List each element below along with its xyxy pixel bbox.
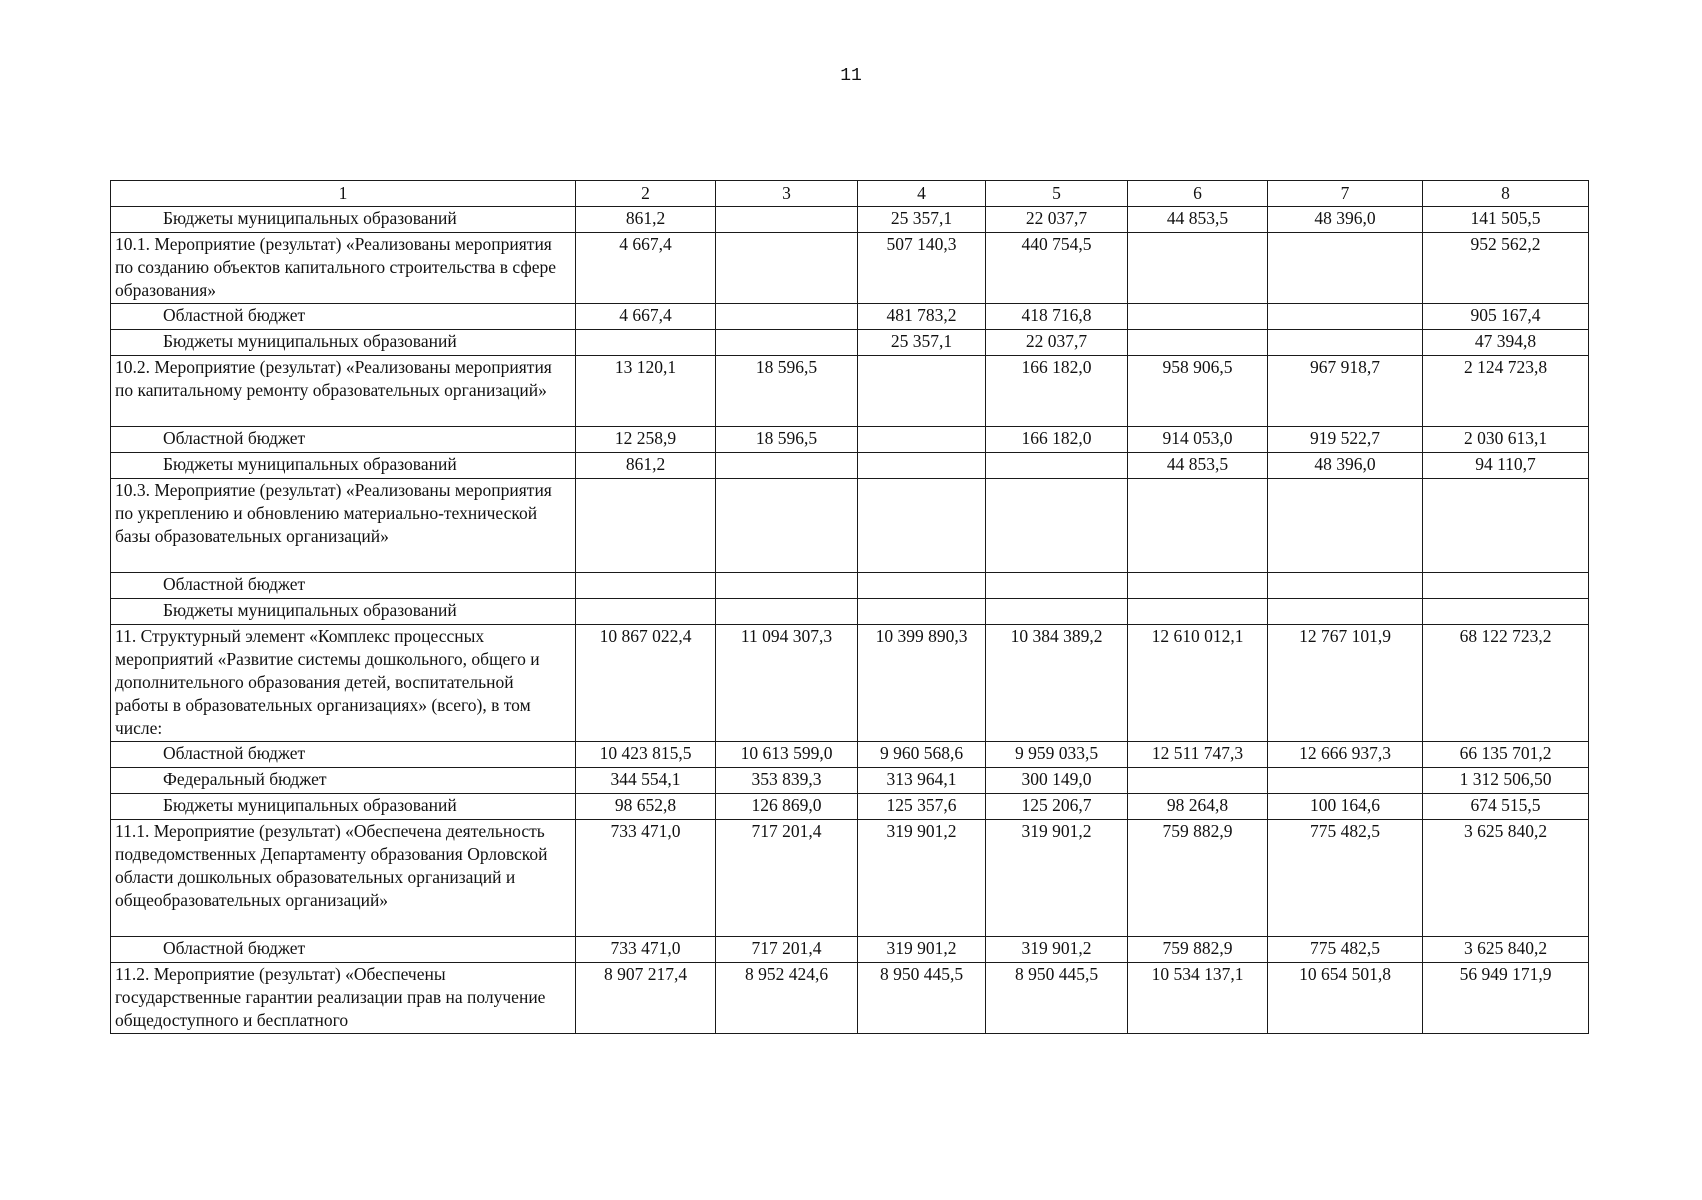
value-cell: 440 754,5 <box>986 233 1128 304</box>
header-cell: 8 <box>1423 181 1589 207</box>
value-cell: 10 399 890,3 <box>858 625 986 742</box>
value-cell: 8 952 424,6 <box>716 963 858 1034</box>
row-label: Бюджеты муниципальных образований <box>111 207 576 233</box>
value-cell: 319 901,2 <box>858 820 986 937</box>
value-cell: 1 312 506,50 <box>1423 768 1589 794</box>
header-cell: 6 <box>1128 181 1268 207</box>
value-cell <box>716 233 858 304</box>
value-cell: 18 596,5 <box>716 356 858 427</box>
value-cell: 861,2 <box>576 207 716 233</box>
value-cell <box>986 453 1128 479</box>
value-cell <box>1128 479 1268 573</box>
value-cell <box>716 573 858 599</box>
table-row <box>111 742 1589 768</box>
value-cell: 3 625 840,2 <box>1423 937 1589 963</box>
row-label: Бюджеты муниципальных образований <box>111 794 576 820</box>
value-cell <box>1268 599 1423 625</box>
value-cell <box>986 479 1128 573</box>
value-cell: 10 423 815,5 <box>576 742 716 768</box>
value-cell: 717 201,4 <box>716 820 858 937</box>
value-cell <box>716 330 858 356</box>
row-label: Областной бюджет <box>111 937 576 963</box>
value-cell: 418 716,8 <box>986 304 1128 330</box>
value-cell: 717 201,4 <box>716 937 858 963</box>
table-row <box>111 207 1589 233</box>
value-cell: 353 839,3 <box>716 768 858 794</box>
value-cell: 44 853,5 <box>1128 207 1268 233</box>
value-cell: 44 853,5 <box>1128 453 1268 479</box>
table-header-row <box>111 181 1589 207</box>
table-row <box>111 573 1589 599</box>
value-cell <box>986 573 1128 599</box>
row-label: Бюджеты муниципальных образований <box>111 330 576 356</box>
value-cell: 56 949 171,9 <box>1423 963 1589 1034</box>
value-cell: 344 554,1 <box>576 768 716 794</box>
value-cell <box>858 356 986 427</box>
value-cell: 4 667,4 <box>576 304 716 330</box>
value-cell: 10 867 022,4 <box>576 625 716 742</box>
value-cell: 48 396,0 <box>1268 207 1423 233</box>
value-cell: 319 901,2 <box>858 937 986 963</box>
table-row <box>111 599 1589 625</box>
table-row <box>111 330 1589 356</box>
value-cell: 125 357,6 <box>858 794 986 820</box>
value-cell <box>576 573 716 599</box>
row-label: 11.1. Мероприятие (результат) «Обеспечена деятельность подведомственных Департаменту образования Орловской области дошкольных образовательных организаций и общеобразовательных организаций» <box>111 820 576 937</box>
value-cell <box>716 207 858 233</box>
value-cell: 100 164,6 <box>1268 794 1423 820</box>
table-row <box>111 233 1589 304</box>
table-row <box>111 356 1589 427</box>
header-cell: 7 <box>1268 181 1423 207</box>
value-cell: 166 182,0 <box>986 427 1128 453</box>
value-cell <box>1268 330 1423 356</box>
table-row <box>111 820 1589 937</box>
value-cell <box>1423 599 1589 625</box>
row-label: Областной бюджет <box>111 573 576 599</box>
value-cell: 9 960 568,6 <box>858 742 986 768</box>
value-cell: 98 264,8 <box>1128 794 1268 820</box>
value-cell: 775 482,5 <box>1268 820 1423 937</box>
value-cell: 10 613 599,0 <box>716 742 858 768</box>
value-cell <box>858 427 986 453</box>
value-cell: 12 511 747,3 <box>1128 742 1268 768</box>
header-cell: 3 <box>716 181 858 207</box>
row-label: Областной бюджет <box>111 304 576 330</box>
header-cell: 2 <box>576 181 716 207</box>
value-cell: 319 901,2 <box>986 820 1128 937</box>
value-cell: 733 471,0 <box>576 820 716 937</box>
value-cell: 3 625 840,2 <box>1423 820 1589 937</box>
table-row <box>111 625 1589 742</box>
value-cell: 98 652,8 <box>576 794 716 820</box>
value-cell: 141 505,5 <box>1423 207 1589 233</box>
value-cell: 2 030 613,1 <box>1423 427 1589 453</box>
row-label: 11. Структурный элемент «Комплекс процессных мероприятий «Развитие системы дошкольного, общего и дополнительного образования детей, воспитательной работы в образовательных организациях» (всего), в том числе: <box>111 625 576 742</box>
value-cell: 48 396,0 <box>1268 453 1423 479</box>
value-cell: 12 767 101,9 <box>1268 625 1423 742</box>
value-cell <box>1128 599 1268 625</box>
value-cell: 319 901,2 <box>986 937 1128 963</box>
value-cell: 759 882,9 <box>1128 937 1268 963</box>
row-label: Областной бюджет <box>111 427 576 453</box>
value-cell <box>1268 573 1423 599</box>
header-cell: 5 <box>986 181 1128 207</box>
value-cell: 126 869,0 <box>716 794 858 820</box>
value-cell <box>716 304 858 330</box>
table-row <box>111 768 1589 794</box>
value-cell: 66 135 701,2 <box>1423 742 1589 768</box>
value-cell: 967 918,7 <box>1268 356 1423 427</box>
value-cell: 11 094 307,3 <box>716 625 858 742</box>
table-row <box>111 427 1589 453</box>
value-cell: 674 515,5 <box>1423 794 1589 820</box>
value-cell: 94 110,7 <box>1423 453 1589 479</box>
row-label: Бюджеты муниципальных образований <box>111 599 576 625</box>
value-cell <box>1268 479 1423 573</box>
value-cell <box>986 599 1128 625</box>
value-cell: 22 037,7 <box>986 207 1128 233</box>
value-cell: 8 950 445,5 <box>858 963 986 1034</box>
value-cell <box>576 330 716 356</box>
value-cell <box>1268 304 1423 330</box>
value-cell <box>1423 479 1589 573</box>
value-cell: 759 882,9 <box>1128 820 1268 937</box>
header-cell: 1 <box>111 181 576 207</box>
value-cell <box>716 599 858 625</box>
value-cell: 861,2 <box>576 453 716 479</box>
value-cell: 13 120,1 <box>576 356 716 427</box>
value-cell: 10 654 501,8 <box>1268 963 1423 1034</box>
value-cell <box>1128 304 1268 330</box>
value-cell: 905 167,4 <box>1423 304 1589 330</box>
row-label: 10.3. Мероприятие (результат) «Реализованы мероприятия по укреплению и обновлению материально-технической базы образовательных организаций» <box>111 479 576 573</box>
value-cell: 733 471,0 <box>576 937 716 963</box>
value-cell: 22 037,7 <box>986 330 1128 356</box>
value-cell <box>1423 573 1589 599</box>
value-cell: 47 394,8 <box>1423 330 1589 356</box>
value-cell <box>576 599 716 625</box>
value-cell <box>858 599 986 625</box>
row-label: 10.1. Мероприятие (результат) «Реализованы мероприятия по созданию объектов капитального строительства в сфере образования» <box>111 233 576 304</box>
row-label: 11.2. Мероприятие (результат) «Обеспечены государственные гарантии реализации прав на получение общедоступного и бесплатного <box>111 963 576 1034</box>
value-cell <box>1268 768 1423 794</box>
value-cell: 12 610 012,1 <box>1128 625 1268 742</box>
table-row <box>111 453 1589 479</box>
value-cell <box>716 479 858 573</box>
value-cell <box>858 573 986 599</box>
value-cell: 25 357,1 <box>858 207 986 233</box>
value-cell: 775 482,5 <box>1268 937 1423 963</box>
value-cell <box>576 479 716 573</box>
value-cell: 958 906,5 <box>1128 356 1268 427</box>
value-cell: 914 053,0 <box>1128 427 1268 453</box>
value-cell: 300 149,0 <box>986 768 1128 794</box>
value-cell: 481 783,2 <box>858 304 986 330</box>
value-cell: 2 124 723,8 <box>1423 356 1589 427</box>
value-cell: 8 950 445,5 <box>986 963 1128 1034</box>
value-cell: 12 666 937,3 <box>1268 742 1423 768</box>
value-cell <box>1128 573 1268 599</box>
value-cell <box>1128 330 1268 356</box>
table-body <box>111 181 1589 1034</box>
value-cell: 10 534 137,1 <box>1128 963 1268 1034</box>
value-cell: 507 140,3 <box>858 233 986 304</box>
value-cell <box>1128 768 1268 794</box>
value-cell: 10 384 389,2 <box>986 625 1128 742</box>
value-cell: 952 562,2 <box>1423 233 1589 304</box>
value-cell <box>1268 233 1423 304</box>
value-cell: 8 907 217,4 <box>576 963 716 1034</box>
table-row <box>111 304 1589 330</box>
value-cell: 12 258,9 <box>576 427 716 453</box>
value-cell: 166 182,0 <box>986 356 1128 427</box>
value-cell: 25 357,1 <box>858 330 986 356</box>
value-cell: 313 964,1 <box>858 768 986 794</box>
value-cell: 9 959 033,5 <box>986 742 1128 768</box>
value-cell: 919 522,7 <box>1268 427 1423 453</box>
row-label: Бюджеты муниципальных образований <box>111 453 576 479</box>
header-cell: 4 <box>858 181 986 207</box>
value-cell <box>1128 233 1268 304</box>
value-cell <box>858 453 986 479</box>
value-cell: 4 667,4 <box>576 233 716 304</box>
value-cell <box>858 479 986 573</box>
value-cell: 68 122 723,2 <box>1423 625 1589 742</box>
budget-table <box>110 180 1589 1034</box>
value-cell <box>716 453 858 479</box>
page-number: 11 <box>840 66 862 86</box>
table-row <box>111 794 1589 820</box>
row-label: Федеральный бюджет <box>111 768 576 794</box>
row-label: 10.2. Мероприятие (результат) «Реализованы мероприятия по капитальному ремонту образовательных организаций» <box>111 356 576 427</box>
table-row <box>111 479 1589 573</box>
row-label: Областной бюджет <box>111 742 576 768</box>
table-row <box>111 963 1589 1034</box>
value-cell: 125 206,7 <box>986 794 1128 820</box>
table-row <box>111 937 1589 963</box>
value-cell: 18 596,5 <box>716 427 858 453</box>
